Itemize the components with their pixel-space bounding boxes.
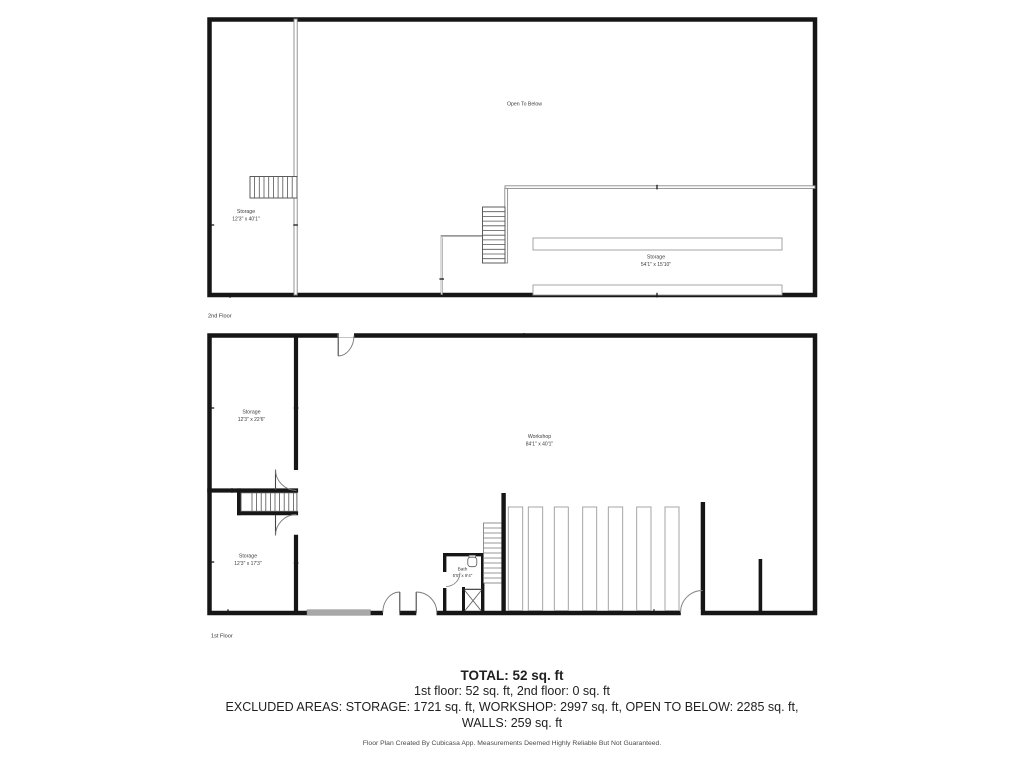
toilet-icon	[468, 555, 477, 567]
summary-excluded-line: EXCLUDED AREAS: STORAGE: 1721 sq. ft, WORKSHOP: 2997 sq. ft, OPEN TO BELOW: 2285 sq. ft,	[225, 700, 799, 714]
first-floor-stairs-left	[237, 488, 298, 515]
second-floor-mezzanine-wall-horizontal	[505, 186, 815, 189]
rack	[608, 507, 622, 611]
first-floor-stairs-center	[484, 523, 505, 583]
room-dims-storage-upper: 12'3" x 22'6"	[237, 417, 266, 423]
rack	[508, 507, 522, 611]
storage-shelf-upper	[533, 238, 782, 250]
room-label-storage-mezzanine: Storage	[646, 254, 666, 261]
room-label-storage-lower: Storage	[238, 553, 258, 560]
second-floor-outer-wall	[210, 20, 816, 296]
room-dims-storage-lower: 12'3" x 17'3"	[234, 561, 262, 567]
summary-floors-line: 1st floor: 52 sq. ft, 2nd floor: 0 sq. ft	[414, 684, 610, 698]
second-floor-caption: 2nd Floor	[208, 313, 232, 320]
room-label-storage-2f: Storage	[236, 209, 256, 215]
room-label-storage-upper: Storage	[242, 409, 261, 416]
garage-door	[307, 610, 371, 615]
rack	[528, 507, 542, 611]
second-floor-stairs-left	[250, 177, 297, 199]
second-floor-storage-wall-upper	[294, 19, 297, 177]
room-dims-storage-2f: 12'3" x 40'1"	[232, 216, 260, 223]
second-floor-stairs-center	[483, 207, 506, 263]
rack	[665, 507, 679, 611]
open-to-below-label: Open To Below	[506, 101, 543, 108]
second-floor-storage-wall-lower	[294, 198, 297, 295]
first-floor-caption: 1st Floor	[211, 633, 233, 640]
summary-total-line: TOTAL: 52 sq. ft	[460, 668, 564, 683]
workshop-racks	[508, 507, 679, 611]
room-label-workshop: Workshop	[527, 434, 552, 440]
room-dims-storage-mezzanine: 54'1" x 15'10"	[640, 262, 672, 268]
first-floor-plan	[207, 331, 815, 617]
rack	[637, 507, 651, 611]
room-label-bath: Bath	[457, 566, 468, 572]
workshop-top-door	[338, 331, 355, 357]
second-floor-l-wall-inner	[442, 237, 482, 294]
cubicasa-disclaimer: Floor Plan Created By Cubicasa App. Measurements Deemed Highly Reliable But Not Guaranteed.	[362, 740, 662, 747]
storage-door-lower	[276, 515, 297, 536]
room-dims-bath: 5'5" x 9'4"	[452, 573, 473, 578]
storage-door-upper	[276, 470, 297, 491]
rack	[583, 507, 597, 611]
rack	[554, 507, 568, 611]
area-summary	[0, 668, 1024, 748]
workshop-bottom-door	[681, 591, 703, 617]
closet-x-box	[465, 591, 481, 611]
summary-walls-line: WALLS: 259 sq. ft	[461, 716, 563, 730]
bath-room	[443, 553, 485, 614]
room-dims-workshop: 84'1" x 40'1"	[525, 441, 554, 448]
second-floor-l-wall-outer	[442, 236, 483, 295]
second-floor-plan	[210, 19, 816, 298]
